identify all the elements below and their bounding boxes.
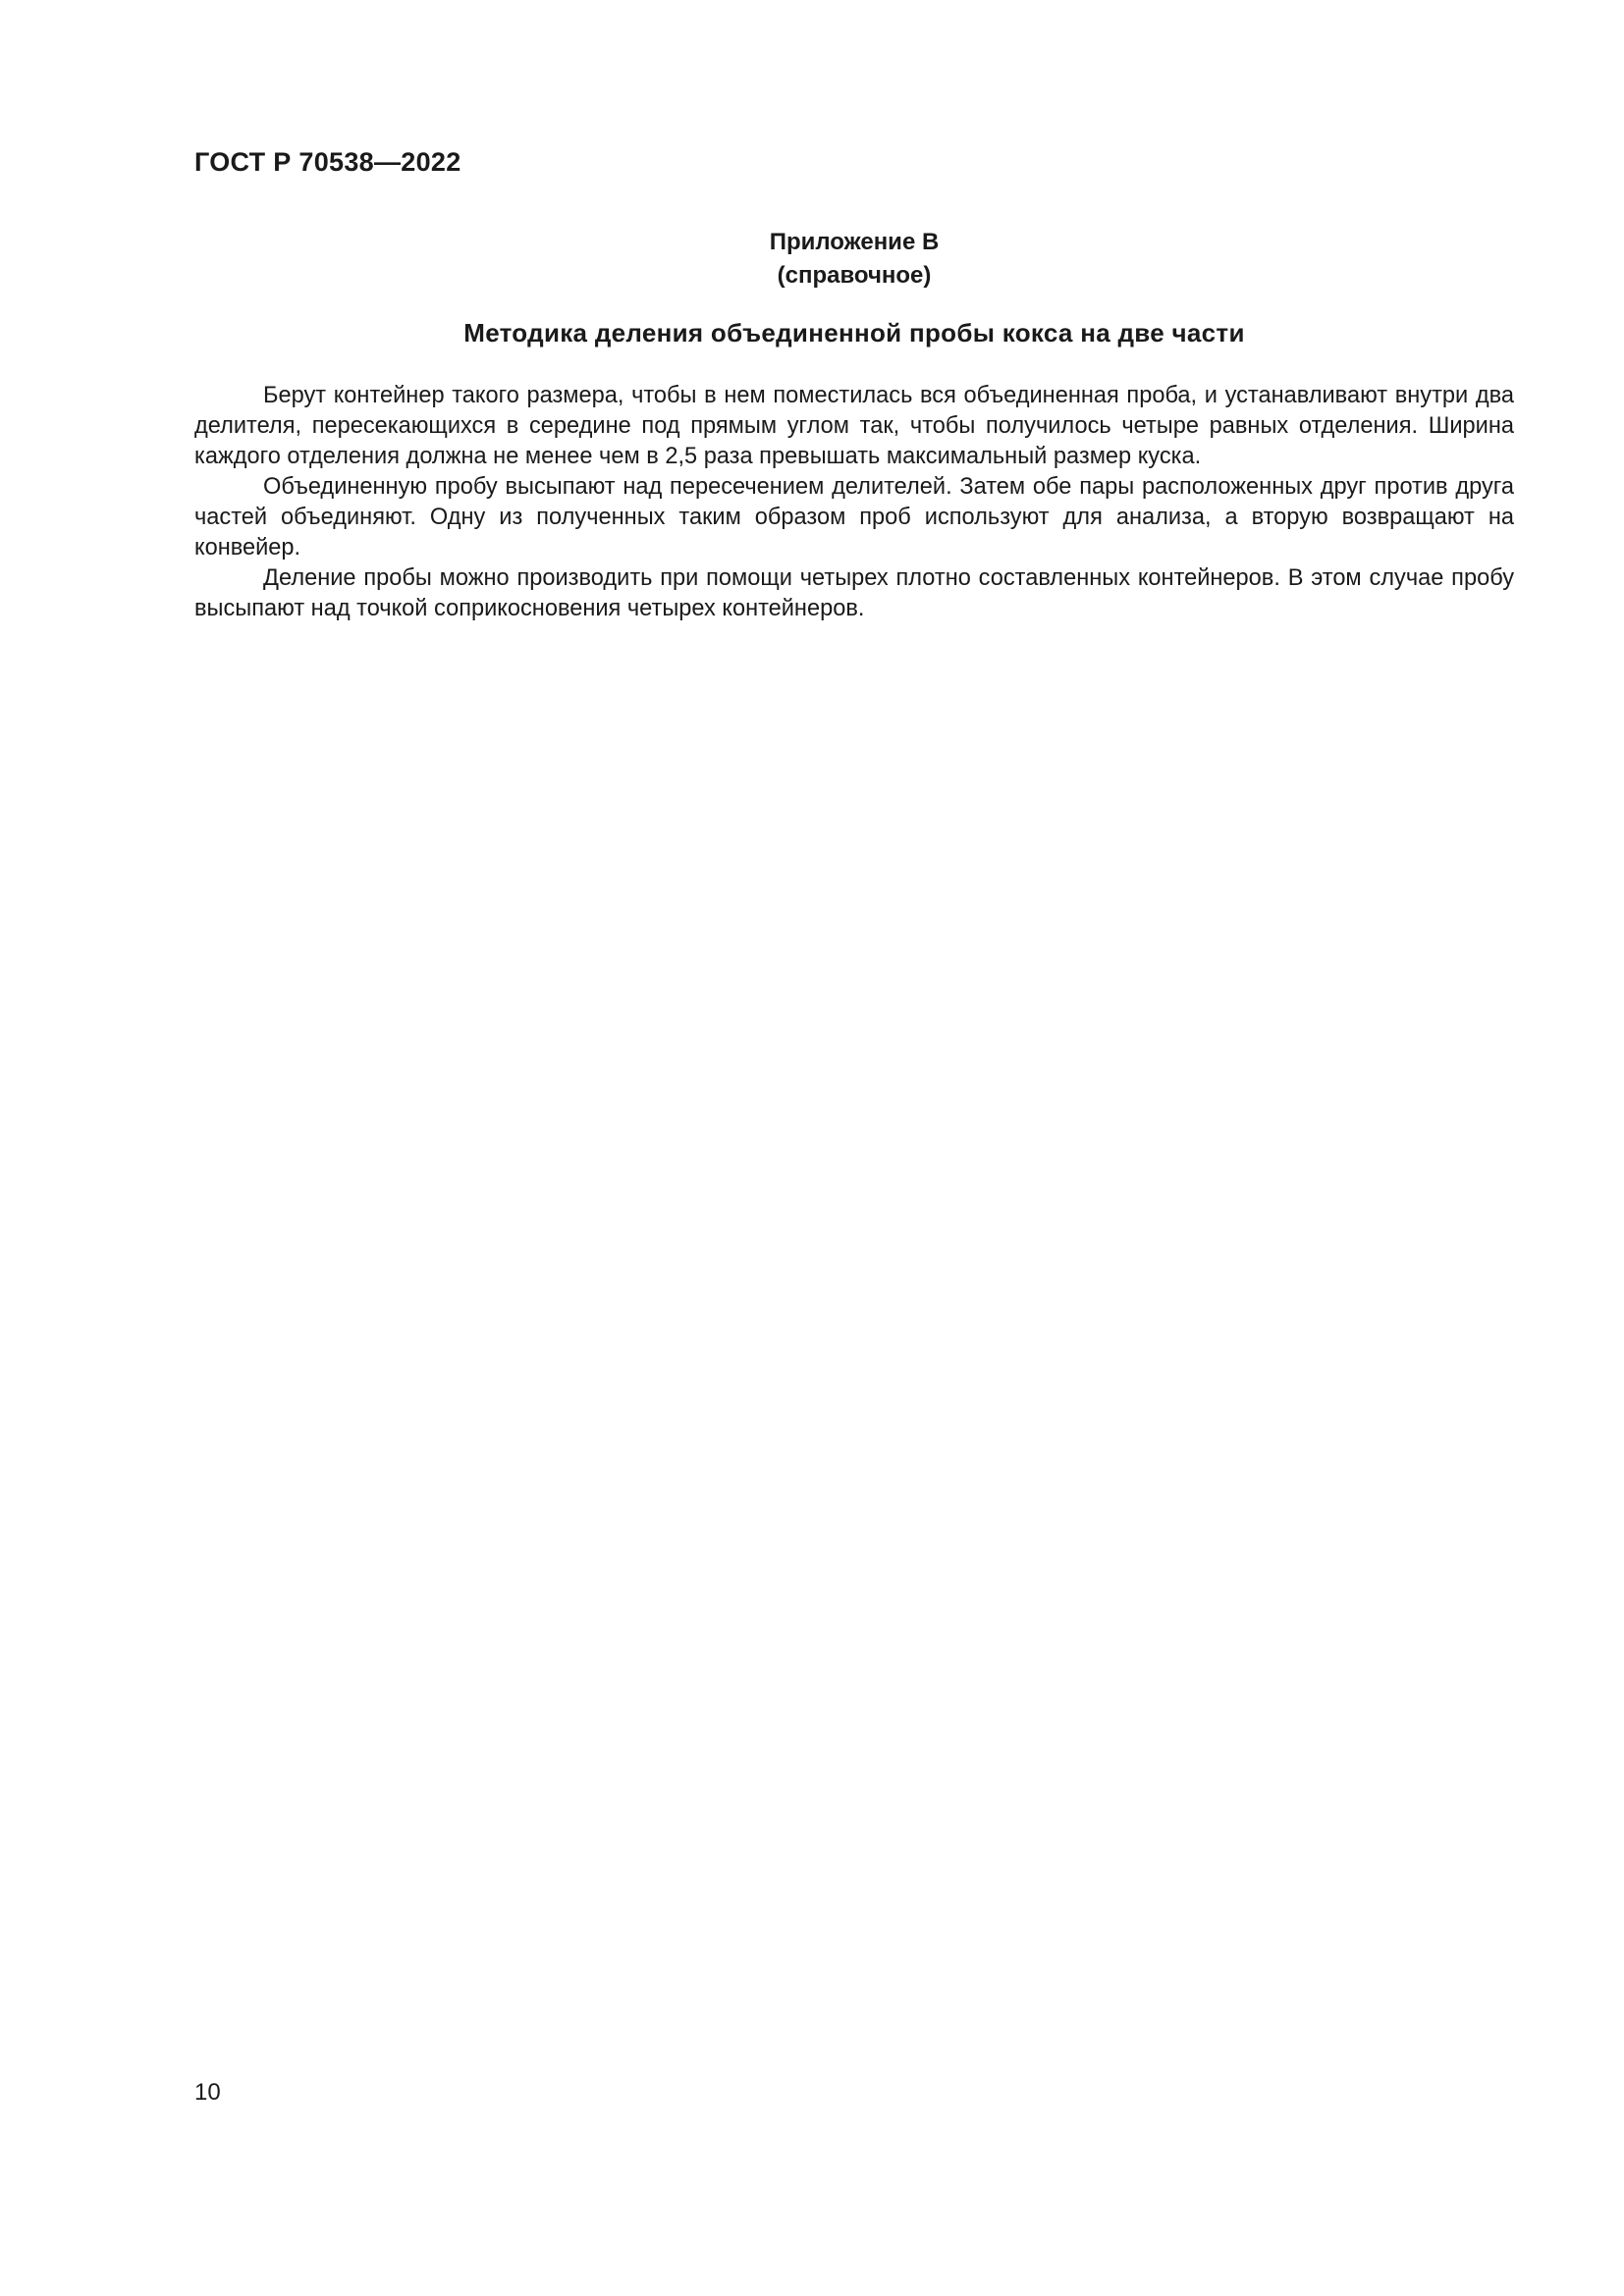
document-code: ГОСТ Р 70538—2022 bbox=[194, 147, 461, 177]
paragraph: Берут контейнер такого размера, чтобы в нем поместилась вся объединенная проба, и устанавливают внутри два делителя, пересекающихся в середине под прямым углом так, чтобы получилось четыре равных отделения. Ширина каждого отделения должна не менее чем в 2,5 раза превышать максимальный размер куска. bbox=[194, 383, 1514, 469]
appendix-status: (справочное) bbox=[777, 262, 932, 289]
body-text bbox=[194, 381, 1514, 624]
appendix-heading bbox=[194, 226, 1514, 293]
section-title: Методика деления объединенной пробы кокса на две части bbox=[463, 318, 1245, 347]
paragraph: Объединенную пробу высыпают над пересечением делителей. Затем обе пары расположенных друг против друга частей объединяют. Одну из полученных таким образом проб используют для анализа, а вторую возвращают на конвейер. bbox=[194, 474, 1514, 561]
paragraph: Деление пробы можно производить при помощи четырех плотно составленных контейнеров. В этом случае пробу высыпают над точкой соприкосновения четырех контейнеров. bbox=[194, 565, 1514, 621]
page-number: 10 bbox=[194, 2079, 221, 2106]
appendix-title: Приложение В bbox=[769, 229, 940, 255]
